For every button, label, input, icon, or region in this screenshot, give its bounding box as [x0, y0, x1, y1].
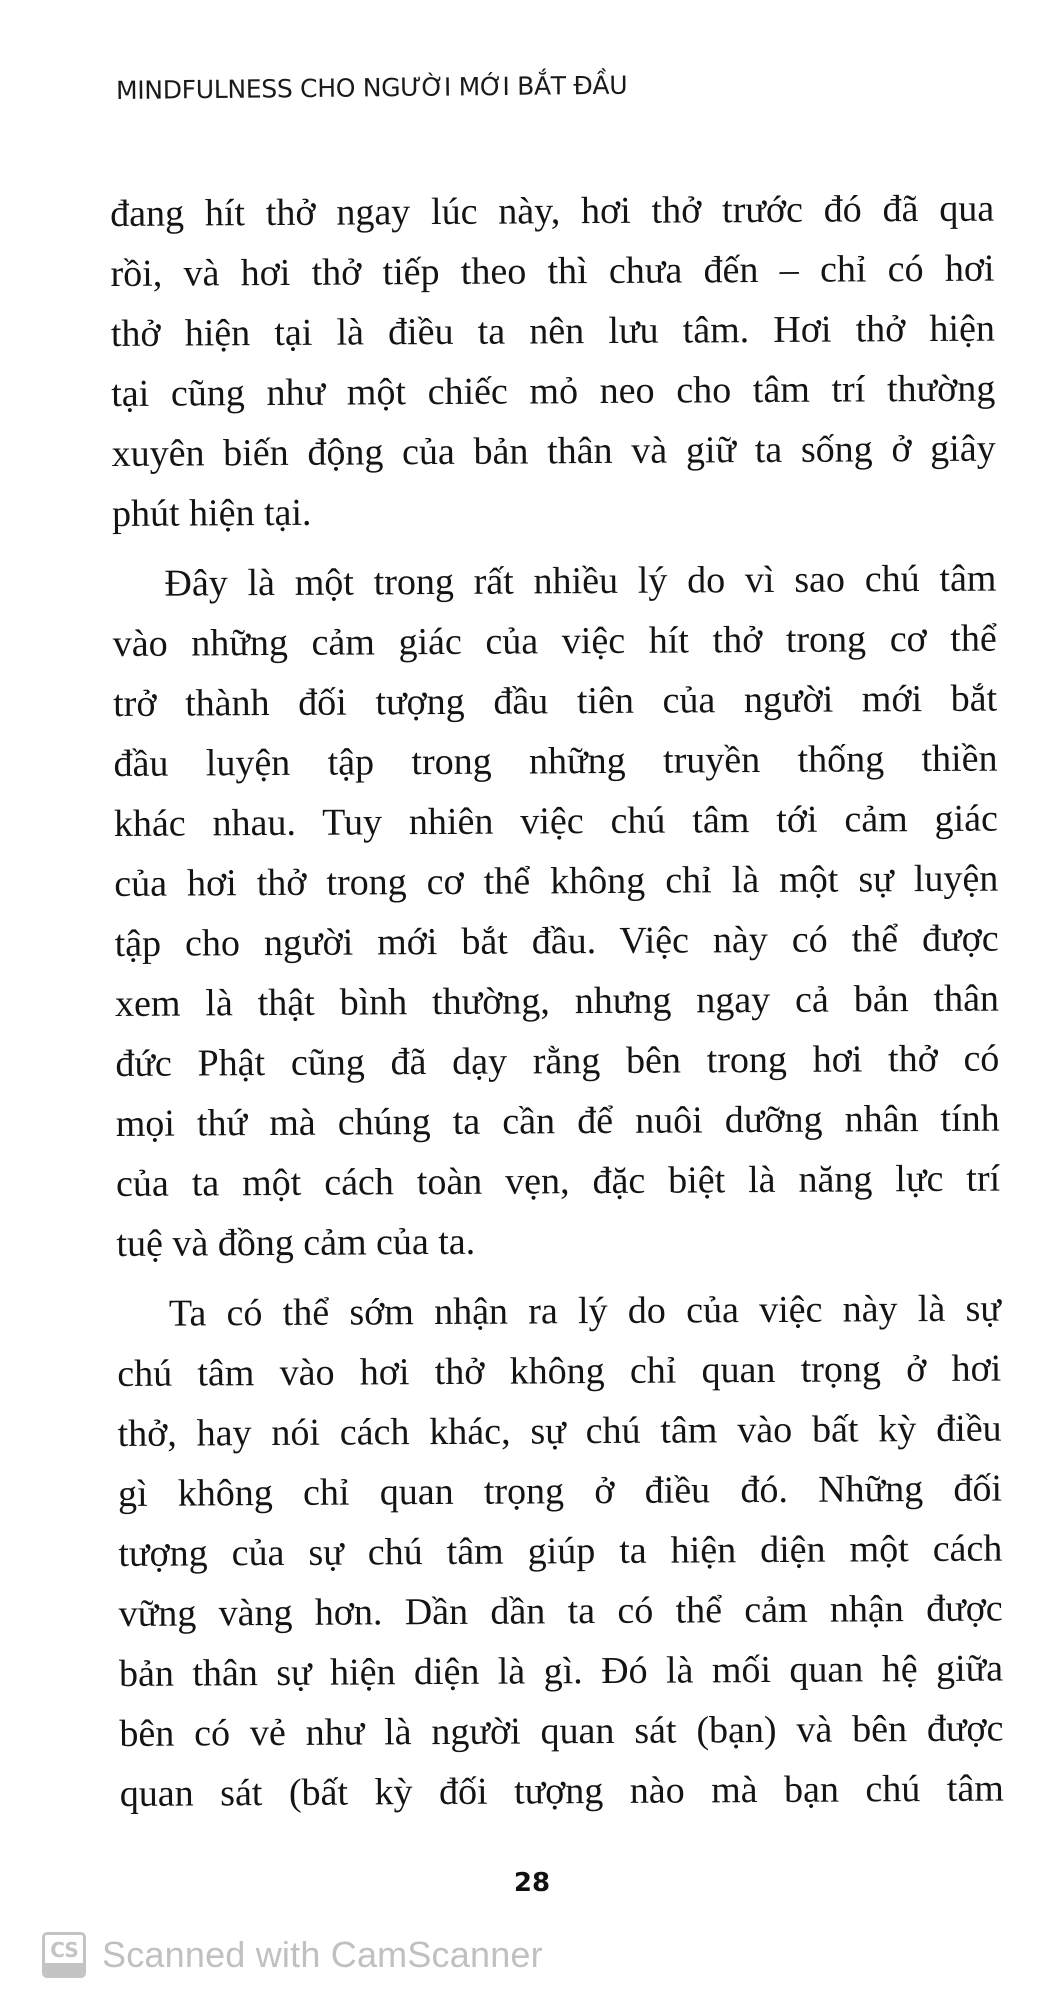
text-line: Đây là một trong rất nhiều lý do vì sao chú tâm: [164, 557, 997, 605]
text-line: chú tâm vào hơi thở không chỉ quan trọng ở hơi: [117, 1347, 1002, 1395]
text-line: trở thành đối tượng đầu tiên của người mới bắt: [113, 677, 998, 725]
text-line: tập cho người mới bắt đầu. Việc này có thể được: [114, 917, 999, 965]
text-line: tượng của sự chú tâm giúp ta hiện diện một cách: [118, 1527, 1003, 1575]
text-line: phút hiện tại.: [111, 491, 312, 535]
paragraph-2: [112, 549, 1000, 1274]
text-line: rồi, và hơi thở tiếp theo thì chưa đến – chỉ có hơi: [110, 247, 995, 295]
camscanner-logo-band: [45, 1963, 83, 1975]
text-line: thở, hay nói cách khác, sự chú tâm vào bất kỳ điều: [117, 1407, 1002, 1455]
text-line: tuệ và đồng cảm của ta.: [116, 1220, 476, 1265]
text-line: thở hiện tại là điều ta nên lưu tâm. Hơi thở hiện: [110, 307, 996, 355]
paragraph-3: [117, 1279, 1004, 1824]
text-line: vào những cảm giác của việc hít thở trong cơ thể: [112, 617, 997, 665]
camscanner-logo-text: CS: [50, 1938, 78, 1962]
text-line: tại cũng như một chiếc mỏ neo cho tâm trí thường: [111, 367, 996, 415]
text-line: mọi thứ mà chúng ta cần để nuôi dưỡng nhân tính: [115, 1097, 1000, 1145]
text-line: đầu luyện tập trong những truyền thống thiền: [113, 737, 998, 785]
text-line: quan sát (bất kỳ đối tượng nào mà bạn chú tâm: [119, 1767, 1004, 1815]
page-number: 28: [513, 1868, 551, 1898]
text-line: xem là thật bình thường, nhưng ngay cả bản thân: [114, 977, 1000, 1025]
body-text: [110, 179, 1004, 1824]
paragraph-1: [110, 179, 996, 544]
text-line: vững vàng hơn. Dần dần ta có thể cảm nhận được: [118, 1587, 1003, 1635]
watermark-text: Scanned with CamScanner: [102, 1934, 543, 1975]
text-line: khác nhau. Tuy nhiên việc chú tâm tới cảm giác: [113, 797, 999, 845]
text-line: xuyên biến động của bản thân và giữ ta sống ở giây: [111, 427, 996, 475]
text-line: Ta có thể sớm nhận ra lý do của việc này là sự: [168, 1287, 1002, 1335]
text-line: đức Phật cũng đã dạy rằng bên trong hơi thở có: [115, 1037, 1000, 1085]
text-line: bản thân sự hiện diện là gì. Đó là mối quan hệ giữa: [118, 1647, 1004, 1695]
text-line: của ta một cách toàn vẹn, đặc biệt là năng lực trí: [115, 1157, 1001, 1205]
camscanner-logo-icon: [42, 1932, 86, 1978]
running-header: MINDFULNESS CHO NGƯỜI MỚI BẮT ĐẦU: [115, 70, 628, 105]
text-line: đang hít thở ngay lúc này, hơi thở trước đó đã qua: [110, 187, 995, 235]
text-line: gì không chỉ quan trọng ở điều đó. Những đối: [117, 1467, 1003, 1515]
text-line: của hơi thở trong cơ thể không chỉ là một sự luyện: [114, 857, 999, 905]
camscanner-watermark: [42, 1932, 543, 1978]
text-line: bên có vẻ như là người quan sát (bạn) và bên được: [119, 1707, 1004, 1755]
